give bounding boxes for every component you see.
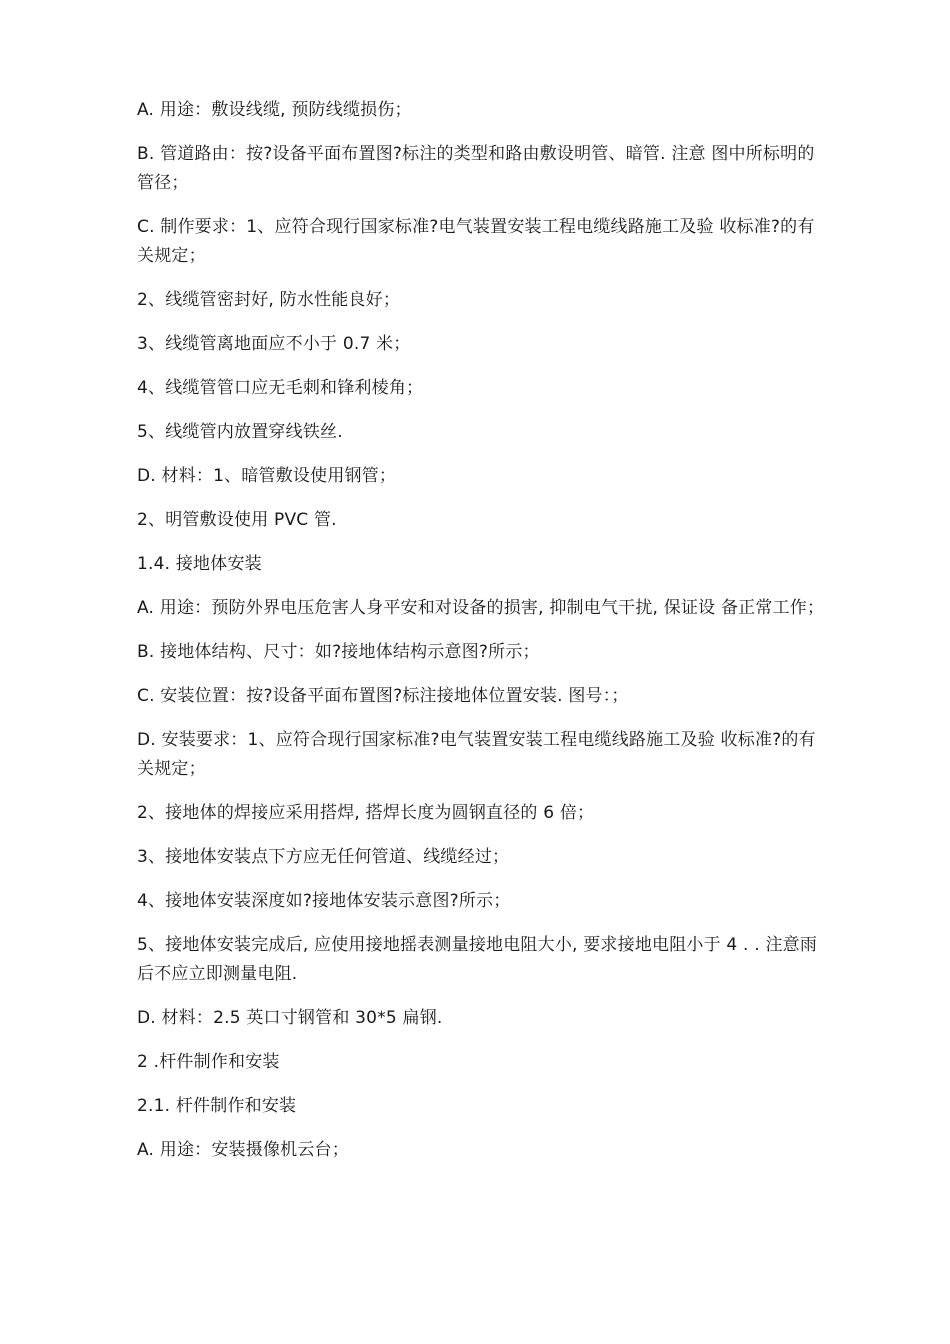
paragraph-cable-purpose: A. 用途：敷设线缆, 预防线缆损伤； bbox=[137, 100, 412, 120]
paragraph-install-requirements: D. 安装要求：1、应符合现行国家标准?电气装置安装工程电缆线路施工及验 收标准?的有关规定； bbox=[137, 730, 816, 779]
paragraph-install-req-3: 3、接地体安装点下方应无任何管道、线缆经过； bbox=[137, 847, 510, 867]
paragraph-requirement-3: 3、线缆管离地面应不小于 0.7 米； bbox=[137, 334, 411, 354]
section-heading-grounding: 1.4. 接地体安装 bbox=[137, 554, 262, 574]
document-page bbox=[137, 96, 827, 1180]
paragraph-pole-purpose: A. 用途：安装摄像机云台； bbox=[137, 1140, 349, 1160]
paragraph-grounding-material: D. 材料：2.5 英口寸钢管和 30*5 扁钢. bbox=[137, 1008, 443, 1028]
paragraph-grounding-purpose: A. 用途：预防外界电压危害人身平安和对设备的损害, 抑制电气干扰, 保证设 备正常工作； bbox=[137, 598, 825, 618]
paragraph-requirement-2: 2、线缆管密封好, 防水性能良好； bbox=[137, 290, 401, 310]
paragraph-grounding-structure: B. 接地体结构、尺寸：如?接地体结构示意图?所示； bbox=[137, 642, 540, 662]
paragraph-grounding-location: C. 安装位置：按?设备平面布置图?标注接地体位置安装. 图号：； bbox=[137, 686, 629, 706]
paragraph-requirement-5: 5、线缆管内放置穿线铁丝. bbox=[137, 422, 343, 442]
paragraph-install-req-2: 2、接地体的焊接应采用搭焊, 搭焊长度为圆钢直径的 6 倍； bbox=[137, 803, 595, 823]
paragraph-install-req-4: 4、接地体安装深度如?接地体安装示意图?所示； bbox=[137, 891, 511, 911]
paragraph-pipe-route: B. 管道路由：按?设备平面布置图?标注的类型和路由敷设明管、暗管. 注意 图中所标明的管径； bbox=[137, 144, 815, 193]
paragraph-material-1: D. 材料：1、暗管敷设使用钢管； bbox=[137, 466, 397, 486]
section-heading-pole: 2 .杆件制作和安装 bbox=[137, 1052, 280, 1072]
subsection-heading-pole: 2.1. 杆件制作和安装 bbox=[137, 1096, 297, 1116]
paragraph-install-req-5: 5、接地体安装完成后, 应使用接地摇表测量接地电阻大小, 要求接地电阻小于 4 . . 注意雨后不应立即测量电阻. bbox=[137, 935, 818, 984]
paragraph-material-2: 2、明管敷设使用 PVC 管. bbox=[137, 510, 337, 530]
paragraph-make-requirements: C. 制作要求：1、应符合现行国家标准?电气装置安装工程电缆线路施工及验 收标准?的有关规定； bbox=[137, 217, 815, 266]
paragraph-requirement-4: 4、线缆管管口应无毛刺和锋利棱角； bbox=[137, 378, 424, 398]
